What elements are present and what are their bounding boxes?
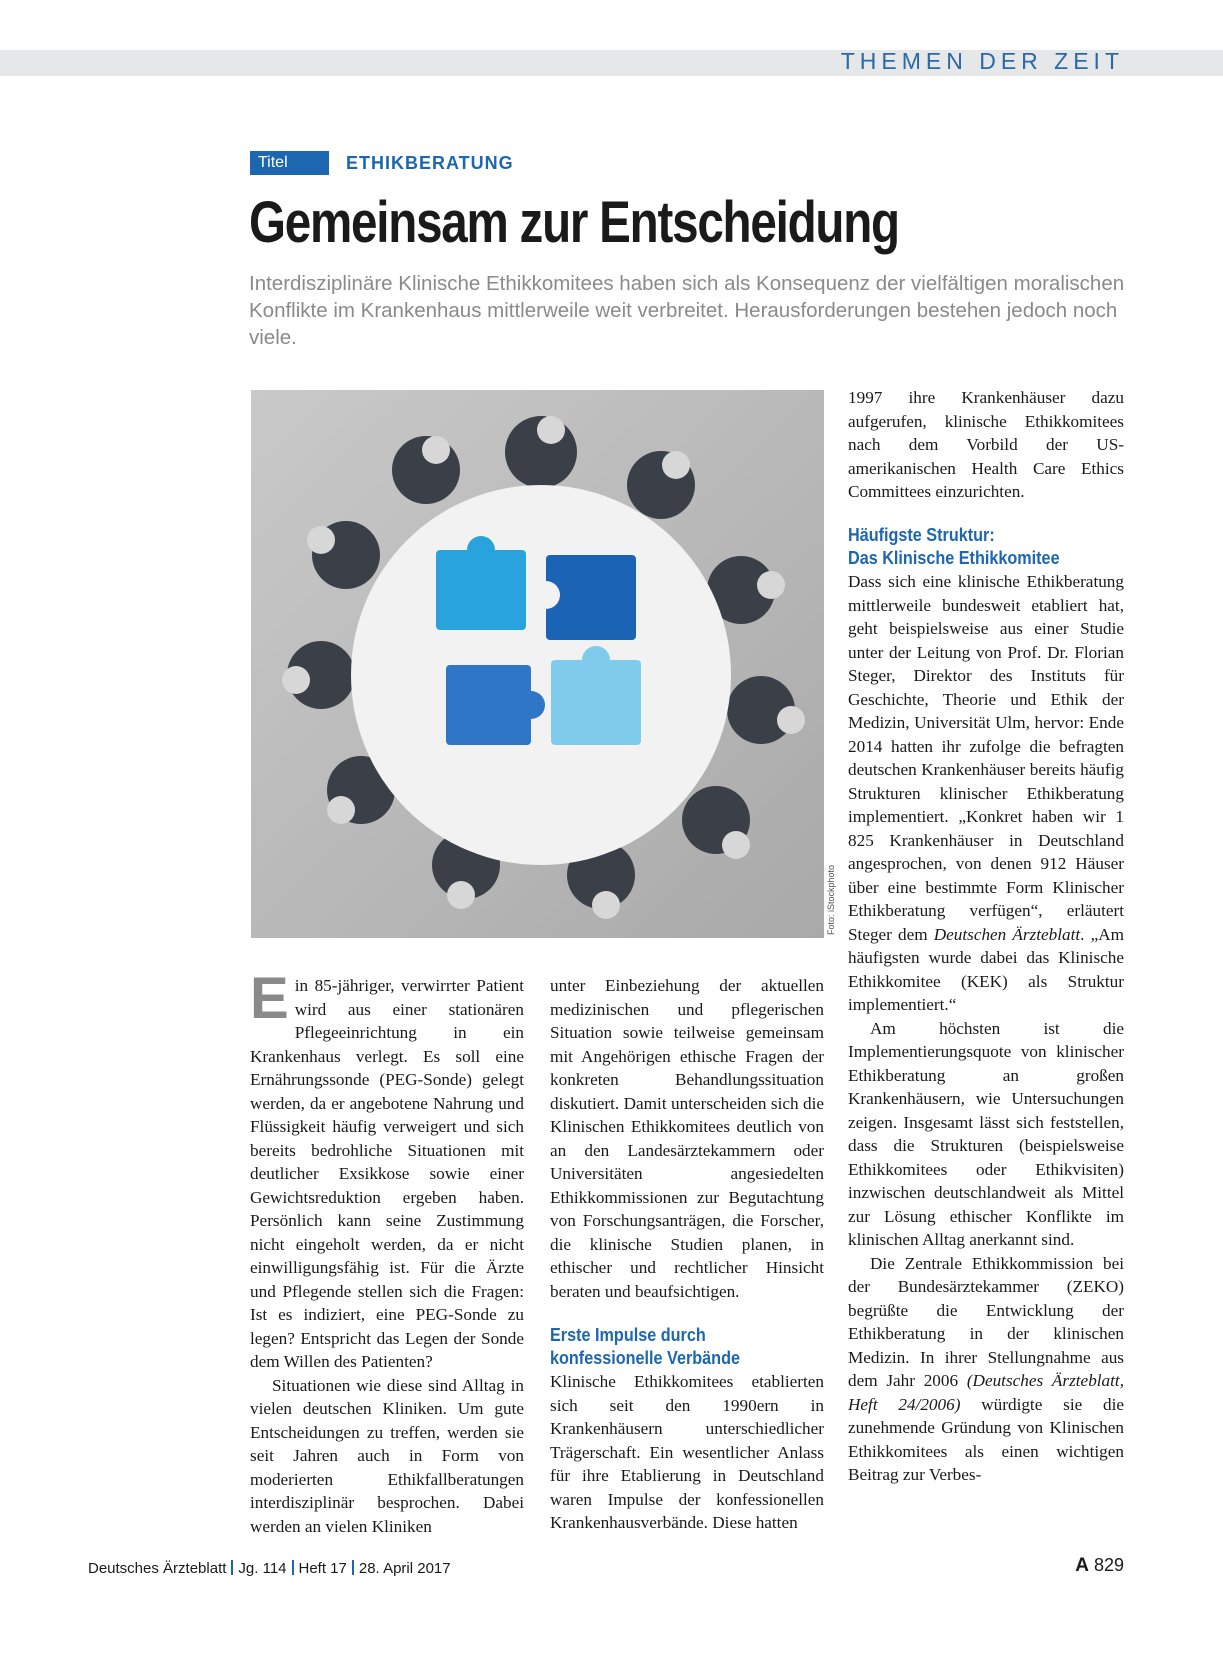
column-right	[848, 524, 1124, 1487]
column-middle	[550, 974, 824, 1535]
issue: Heft 17	[298, 1560, 347, 1577]
journal-name: Deutsches Ärzteblatt	[88, 1560, 227, 1577]
rubric-tag: Titel	[250, 151, 329, 175]
separator	[292, 1560, 294, 1575]
dropcap: E	[250, 966, 289, 1031]
footer-citation	[88, 1560, 451, 1577]
puzzle-meeting-illustration	[251, 390, 824, 938]
issue-date: 28. April 2017	[358, 1560, 451, 1577]
section-label: THEMEN DER ZEIT	[840, 48, 1124, 74]
column-right-top	[848, 386, 1124, 504]
subheading: Häufigste Struktur: Das Klinische Ethikkomitee	[848, 525, 1060, 568]
separator	[352, 1560, 354, 1575]
kicker: ETHIKBERATUNG	[346, 153, 514, 173]
paragraph: Am höchsten ist die Implementierungsquote von klinischer Ethikberatung an großen Krankenhäusern, wie Untersuchungen zeigen. Insgesamt lässt sich feststellen, dass die Strukturen (beispielsweise Ethikkomitees oder Ethikvisiten) inzwischen deutschlandweit als Mittel zur Lösung ethischer Konflikte im klinischen Alltag anerkannt sind.	[848, 1018, 1124, 1249]
deck: Interdisziplinäre Klinische Ethikkomitees haben sich als Konsequenz der vielfältigen moralischen Konflikte im Krankenhaus mittlerweile weit verbreitet. Herausforderungen bestehen jedoch noch viele.	[249, 272, 1125, 349]
article-photo	[251, 390, 824, 938]
column-left	[250, 966, 524, 1538]
paragraph: Die Zentrale Ethikkommission bei der Bundesärztekammer (ZEKO) begrüßte die Entwicklung der Ethikberatung in der klinischen Medizin. In ihrer Stellungnahme aus dem Jahr 2006 (Deutsches Ärzteblatt, Heft 24/2006) würdigte sie die zunehmende Gründung von Klinischen Ethikkomitees als einen wichtigen Beitrag zur Verbes-	[848, 1253, 1125, 1484]
paragraph: 1997 ihre Krankenhäuser dazu aufgerufen, klinische Ethikkomitees nach dem Vorbild der US-amerikanischen Health Care Ethics Committees einzurichten.	[848, 388, 1124, 501]
paragraph: Dass sich eine klinische Ethikberatung mittlerweile bundesweit etabliert hat, geht beispielsweise aus einer Studie unter der Leitung von Prof. Dr. Florian Steger, Direktor des Instituts für Geschichte, Theorie und Ethik der Medizin, Universität Ulm, hervor: Ende 2014 hatten ihr zufolge die befragten deutschen Krankenhäuser bereits häufig Strukturen klinischer Ethikberatung implementiert. „Konkret haben wir 1 825 Krankenhäuser in Deutschland angesprochen, von denen 912 Häuser über eine bestimmte Form Klinischer Ethikberatung verfügen“, erläutert Steger dem Deutschen Ärzteblatt. „Am häufigsten wurde dabei das Klinische Ethikkomitee (KEK) als Struktur implementiert.“	[848, 572, 1124, 1014]
paragraph: Klinische Ethikkomitees etablierten sich seit den 1990ern in Krankenhäusern unterschiedlicher Trägerschaft. Ein wesentlicher Anlass für ihre Etablierung in Deutschland waren Impulse der konfessionellen Krankenhausverbände. Diese hatten	[550, 1372, 824, 1532]
headline: Gemeinsam zur Entscheidung	[249, 190, 899, 255]
paragraph: unter Einbeziehung der aktuellen medizinischen und pflegerischen Situation sowie teilweise gemeinsam mit Angehörigen ethische Fragen der konkreten Behandlungssituation diskutiert. Damit unterscheiden sich die Klinischen Ethikkomitees deutlich von an den Landesärztekammern oder Universitäten angesiedelten Ethikkommissionen zur Begutachtung von Forschungsanträgen, die Forscher, die klinische Studien planen, in ethischer und rechtlicher Hinsicht beraten und beaufsichtigen.	[550, 976, 824, 1301]
page-number: A 829	[1075, 1555, 1124, 1576]
subheading: Erste Impulse durch konfessionelle Verbände	[550, 1325, 740, 1368]
photo-credit: Foto: iStockphoto	[826, 864, 836, 935]
paragraph: Ein 85-jähriger, verwirrter Patient wird aus einer stationären Pflegeeinrichtung in ein Krankenhaus verlegt. Es soll eine Ernährungssonde (PEG-Sonde) gelegt werden, da er angebotene Nahrung und Flüssigkeit häufig verweigert und sich bereits bedrohliche Situationen mit deutlicher Exsikkose sowie einer Gewichtsreduktion ergeben haben. Persönlich kann seine Zustimmung nicht eingeholt werden, da er nicht einwilligungsfähig ist. Für die Ärzte und Pflegende stellen sich die Fragen: Ist es indiziert, eine PEG-Sonde zu legen? Entspricht das Legen der Sonde dem Willen des Patienten?	[250, 966, 524, 1371]
paragraph: Situationen wie diese sind Alltag in vielen deutschen Kliniken. Um gute Entscheidungen zu treffen, werden sie seit Jahren auch in Form von moderierten Ethikfallberatungen interdisziplinär besprochen. Dabei werden an vielen Kliniken	[250, 1375, 524, 1536]
volume: Jg. 114	[238, 1560, 287, 1577]
separator	[231, 1560, 233, 1575]
